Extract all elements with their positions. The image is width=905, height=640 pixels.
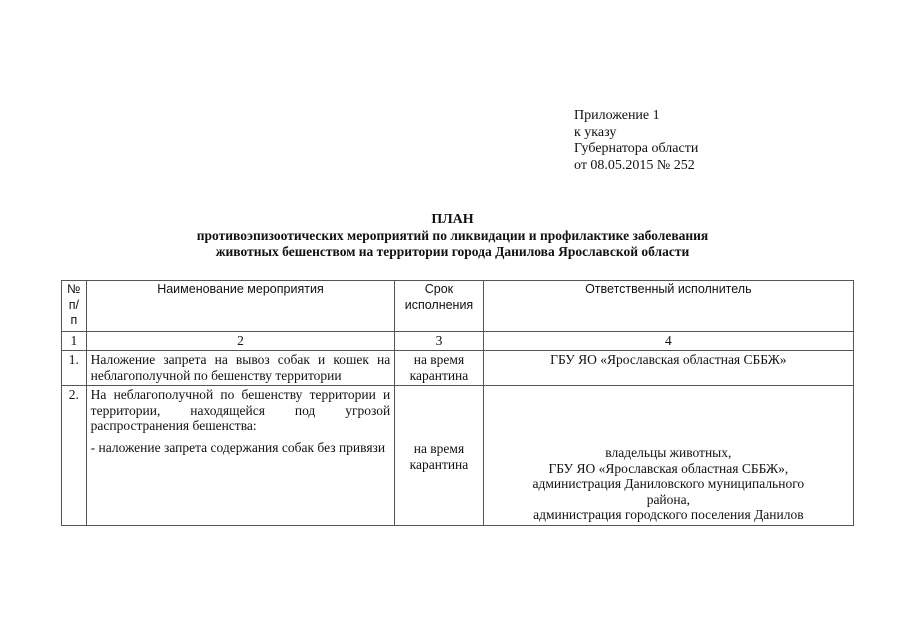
title-line: противоэпизоотических мероприятий по ликвидации и профилактике заболевания xyxy=(196,228,709,243)
table-row xyxy=(62,351,854,386)
title-line: животных бешенством на территории города Данилова Ярославской области xyxy=(215,244,690,259)
table-row xyxy=(62,386,854,526)
title-heading: ПЛАН xyxy=(431,212,474,227)
column-number: 4 xyxy=(483,331,853,351)
header-responsible: Ответственный исполнитель xyxy=(483,281,853,332)
row-name-intro: На неблагополучной по бешенству территории и территории, находящейся под угрозой распространения бешенства: xyxy=(90,387,391,433)
row-name xyxy=(86,386,395,526)
header-term: Срок исполнения xyxy=(395,281,483,332)
header-num: № п/п xyxy=(62,281,87,332)
plan-table xyxy=(61,280,854,526)
responsible-line: ГБУ ЯО «Ярославская областная СББЖ», xyxy=(548,460,789,476)
responsible-line: района, xyxy=(646,491,690,507)
responsible-line: администрация городского поселения Данилов xyxy=(533,507,804,522)
document-title xyxy=(0,212,905,260)
row-responsible: ГБУ ЯО «Ярославская областная СББЖ» xyxy=(483,351,853,386)
header-name: Наименование мероприятия xyxy=(86,281,395,332)
appendix-line: Губернатора области xyxy=(574,141,699,156)
column-number-row xyxy=(62,331,854,351)
column-number: 1 xyxy=(62,331,87,351)
row-term: на время карантина xyxy=(395,351,483,386)
column-number: 2 xyxy=(86,331,395,351)
row-name: Наложение запрета на вывоз собак и кошек на неблагополучной по бешенству территории xyxy=(86,351,395,386)
row-sub-item: - наложение запрета содержания собак без привязи xyxy=(90,439,386,455)
responsible-line: администрация Даниловского муниципального xyxy=(532,476,805,491)
appendix-line: Приложение 1 xyxy=(574,108,660,123)
row-responsible xyxy=(483,386,853,526)
appendix-date: от 08.05.2015 № 252 xyxy=(574,157,695,173)
column-number: 3 xyxy=(395,331,483,351)
responsible-line: владельцы животных, xyxy=(605,445,732,460)
table-header-row xyxy=(62,281,854,332)
row-term: на время карантина xyxy=(395,386,483,526)
appendix-line: к указу xyxy=(574,124,617,140)
row-num: 2. xyxy=(62,386,87,526)
row-num: 1. xyxy=(62,351,87,386)
appendix-block xyxy=(574,108,698,174)
